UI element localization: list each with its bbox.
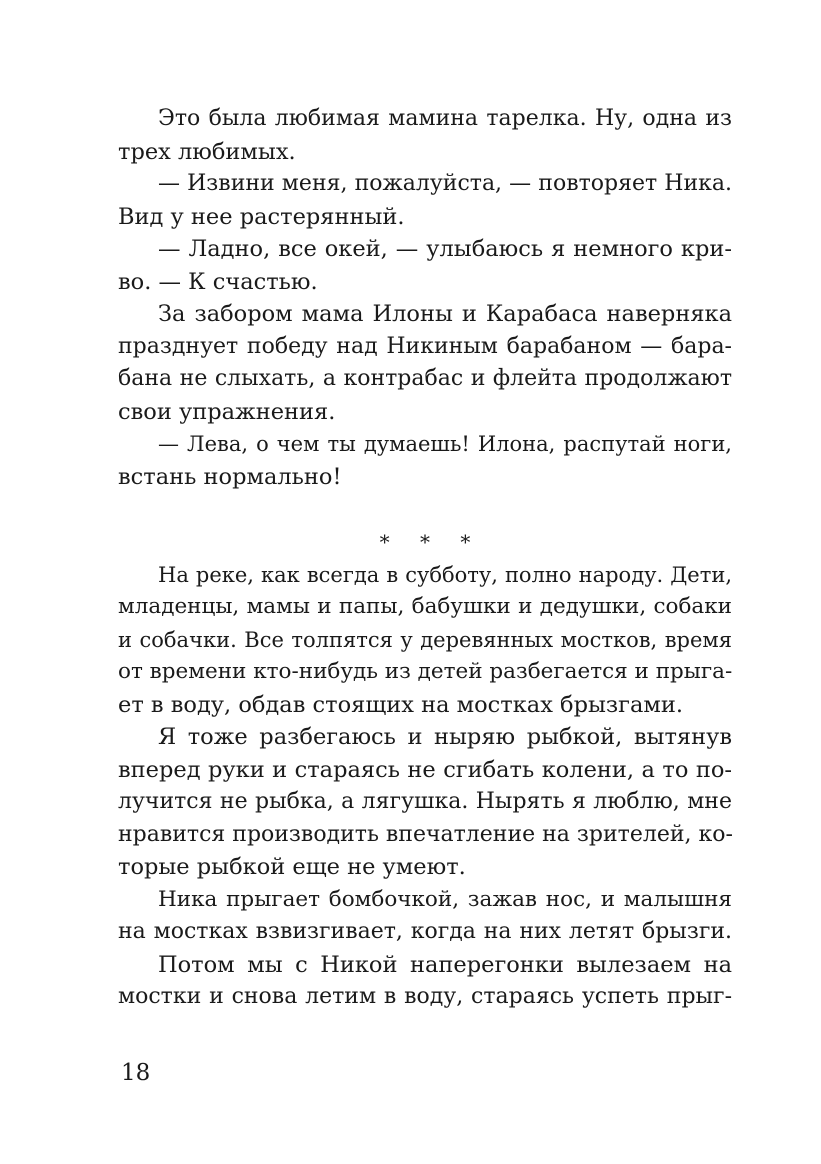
text-line: во. — К счастью. xyxy=(118,268,318,295)
text-line: встань нормально! xyxy=(118,463,342,490)
text-line: на мостках взвизгивает, когда на них летят брызги. xyxy=(118,919,732,944)
text-line: торые рыбкой еще не умеют. xyxy=(118,854,466,880)
text-line: лучится не рыбка, а лягушка. Нырять я люблю, мне xyxy=(118,789,732,814)
text-line: от времени кто-нибудь из детей разбегается и прыга- xyxy=(118,659,733,684)
section-separator: * * * xyxy=(379,530,483,554)
text-line: младенцы, мамы и папы, бабушки и дедушки, собаки xyxy=(118,594,732,619)
page-number: 18 xyxy=(121,1060,151,1086)
text-line: — Извини меня, пожалуйста, — повторяет Ника. xyxy=(158,171,732,196)
text-line: — Ладно, все окей, — улыбаюсь я немного кри- xyxy=(158,236,732,262)
text-line: Это была любимая мамина тарелка. Ну, одна из xyxy=(158,106,732,131)
text-line: свои упражнения. xyxy=(118,398,336,425)
text-line: Вид у нее растерянный. xyxy=(118,203,405,230)
book-page-text xyxy=(118,103,732,1014)
text-line: празднует победу над Никиным барабаном — бара- xyxy=(118,333,732,359)
text-line: Ника прыгает бомбочкой, зажав нос, и малышня xyxy=(158,886,732,912)
text-line: нравится производить впечатление на зрителей, ко- xyxy=(118,821,733,847)
text-line: За забором мама Илоны и Карабаса наверняка xyxy=(158,301,732,327)
text-line: бана не слыхать, а контрабас и флейта продолжают xyxy=(118,366,732,391)
text-line: трех любимых. xyxy=(118,138,296,165)
text-block-first xyxy=(118,103,732,493)
text-line: ет в воду, обдав стоящих на мостках брызгами. xyxy=(118,691,684,718)
text-line: — Лева, о чем ты думаешь! Илона, распутай ноги, xyxy=(158,432,732,456)
text-line: На реке, как всегда в субботу, полно народу. Дети, xyxy=(158,562,732,587)
text-line: вперед руки и стараясь не сгибать колени, а то по- xyxy=(118,756,732,783)
text-block-second xyxy=(118,559,732,1014)
text-line: Потом мы с Никой наперегонки вылезаем на xyxy=(158,951,732,978)
text-line: Я тоже разбегаюсь и ныряю рыбкой, вытянув xyxy=(158,724,732,750)
text-line: и собачки. Все толпятся у деревянных мостков, время xyxy=(118,627,732,652)
text-line: мостки и снова летим в воду, стараясь успеть прыг- xyxy=(118,984,732,1009)
section-gap xyxy=(118,493,732,526)
